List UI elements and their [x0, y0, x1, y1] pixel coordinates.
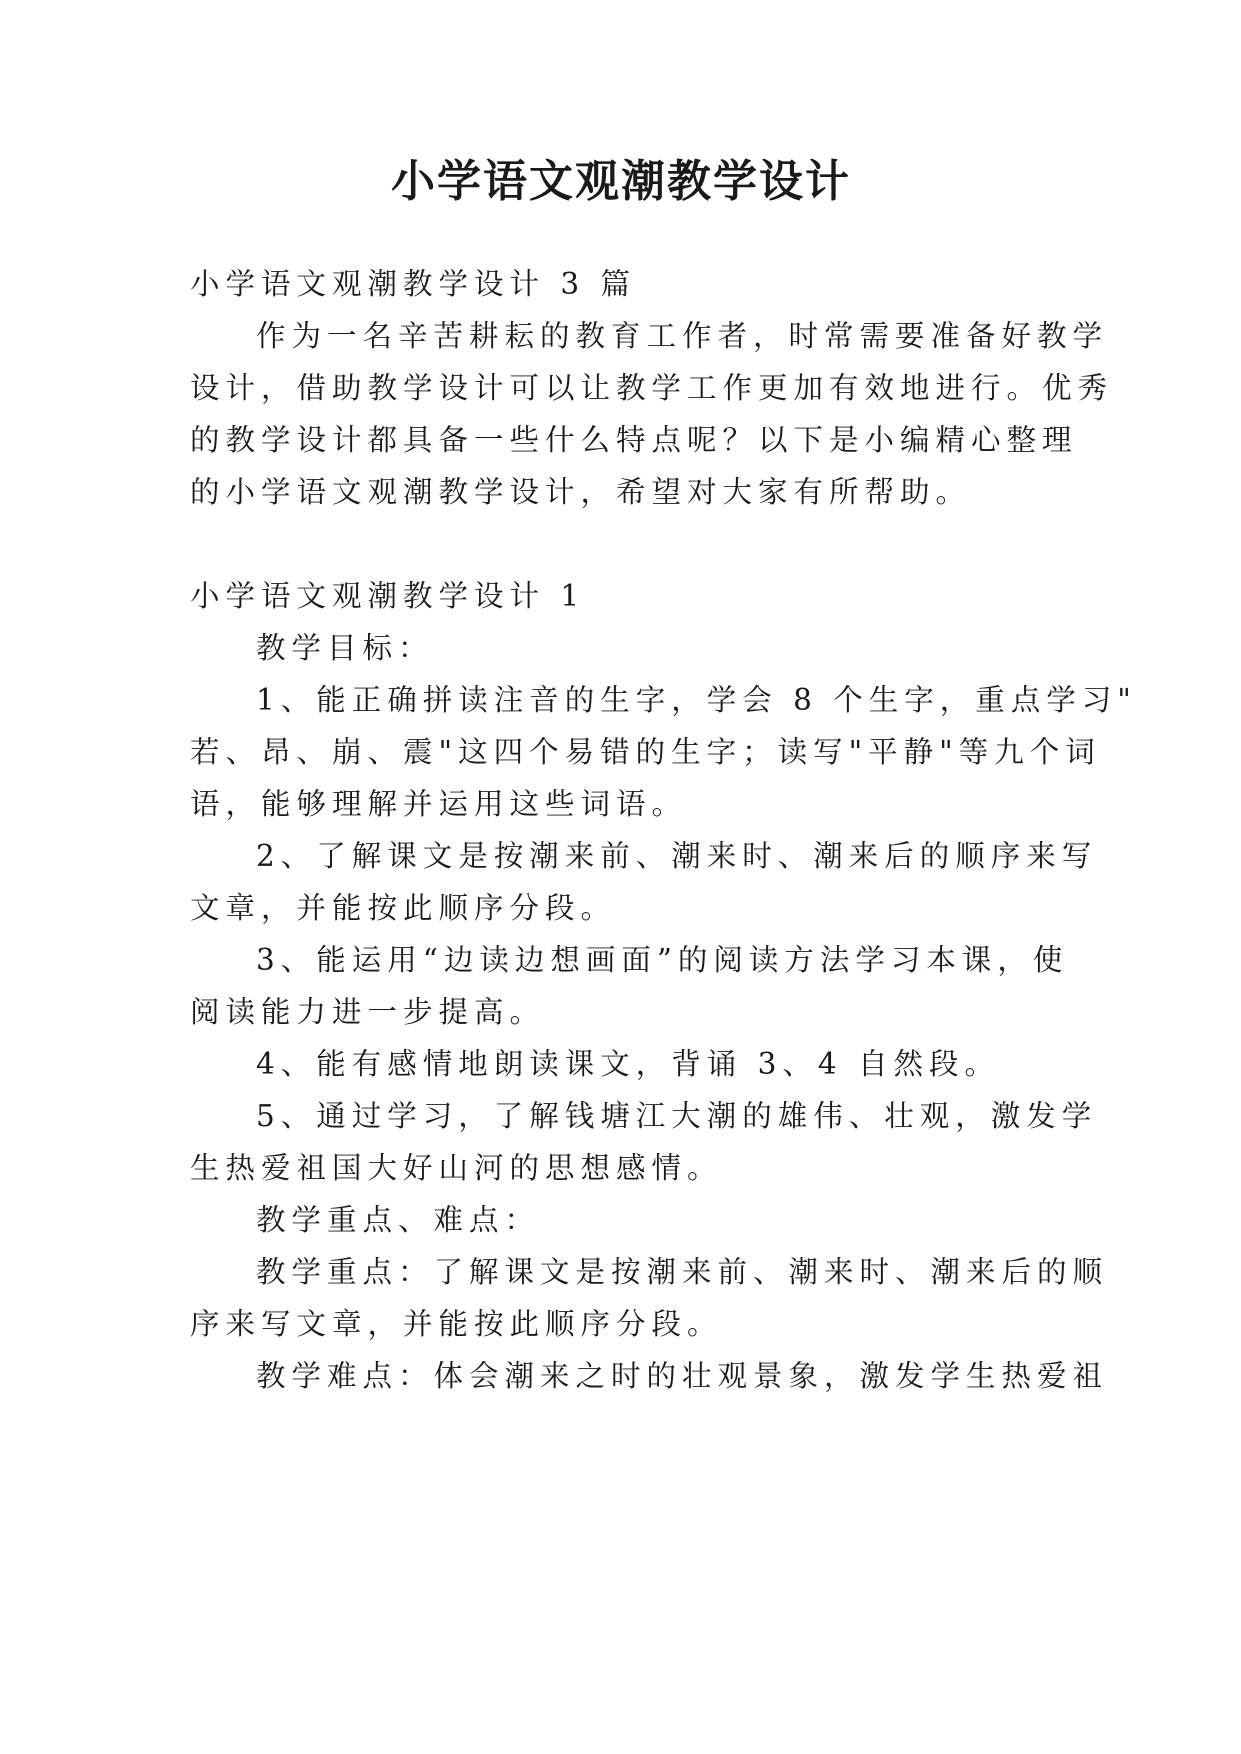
- intro-paragraph-line: 的小学语文观潮教学设计，希望对大家有所帮助。: [190, 475, 972, 509]
- key-point-line: 教学重点：了解课文是按潮来前、潮来时、潮来后的顺: [256, 1255, 1109, 1289]
- objective-line: 2、了解课文是按潮来前、潮来时、潮来后的顺序来写: [256, 839, 1098, 873]
- section-heading-overview: 小学语文观潮教学设计 3 篇: [190, 267, 637, 301]
- subheading-objectives: 教学目标：: [256, 631, 434, 665]
- intro-paragraph-line: 的教学设计都具备一些什么特点呢？以下是小编精心整理: [190, 423, 1078, 457]
- objective-line: 若、昂、崩、震"这四个易错的生字；读写"平静"等九个词: [190, 735, 1101, 769]
- objective-line: 生热爱祖国大好山河的思想感情。: [190, 1151, 723, 1185]
- objective-line: 阅读能力进一步提高。: [190, 995, 546, 1029]
- difficulty-line: 教学难点：体会潮来之时的壮观景象，激发学生热爱祖: [256, 1359, 1109, 1393]
- objective-line: 1、能正确拼读注音的生字，学会 8 个生字，重点学习": [256, 683, 1137, 717]
- subheading-key-points: 教学重点、难点：: [256, 1203, 541, 1237]
- objective-line: 文章，并能按此顺序分段。: [190, 891, 617, 925]
- objective-line: 5、通过学习，了解钱塘江大潮的雄伟、壮观，激发学: [256, 1099, 1098, 1133]
- intro-paragraph-line: 作为一名辛苦耕耘的教育工作者，时常需要准备好教学: [256, 319, 1109, 353]
- section-heading-design-1: 小学语文观潮教学设计 1: [190, 579, 586, 613]
- intro-paragraph-line: 设计，借助教学设计可以让教学工作更加有效地进行。优秀: [190, 371, 1114, 405]
- objective-line: 3、能运用“边读边想画面”的阅读方法学习本课，使: [256, 943, 1069, 977]
- objective-line: 4、能有感情地朗读课文，背诵 3、4 自然段。: [256, 1047, 1001, 1081]
- objective-line: 语，能够理解并运用这些词语。: [190, 787, 688, 821]
- key-point-line: 序来写文章，并能按此顺序分段。: [190, 1307, 723, 1341]
- document-title: 小学语文观潮教学设计: [391, 156, 851, 207]
